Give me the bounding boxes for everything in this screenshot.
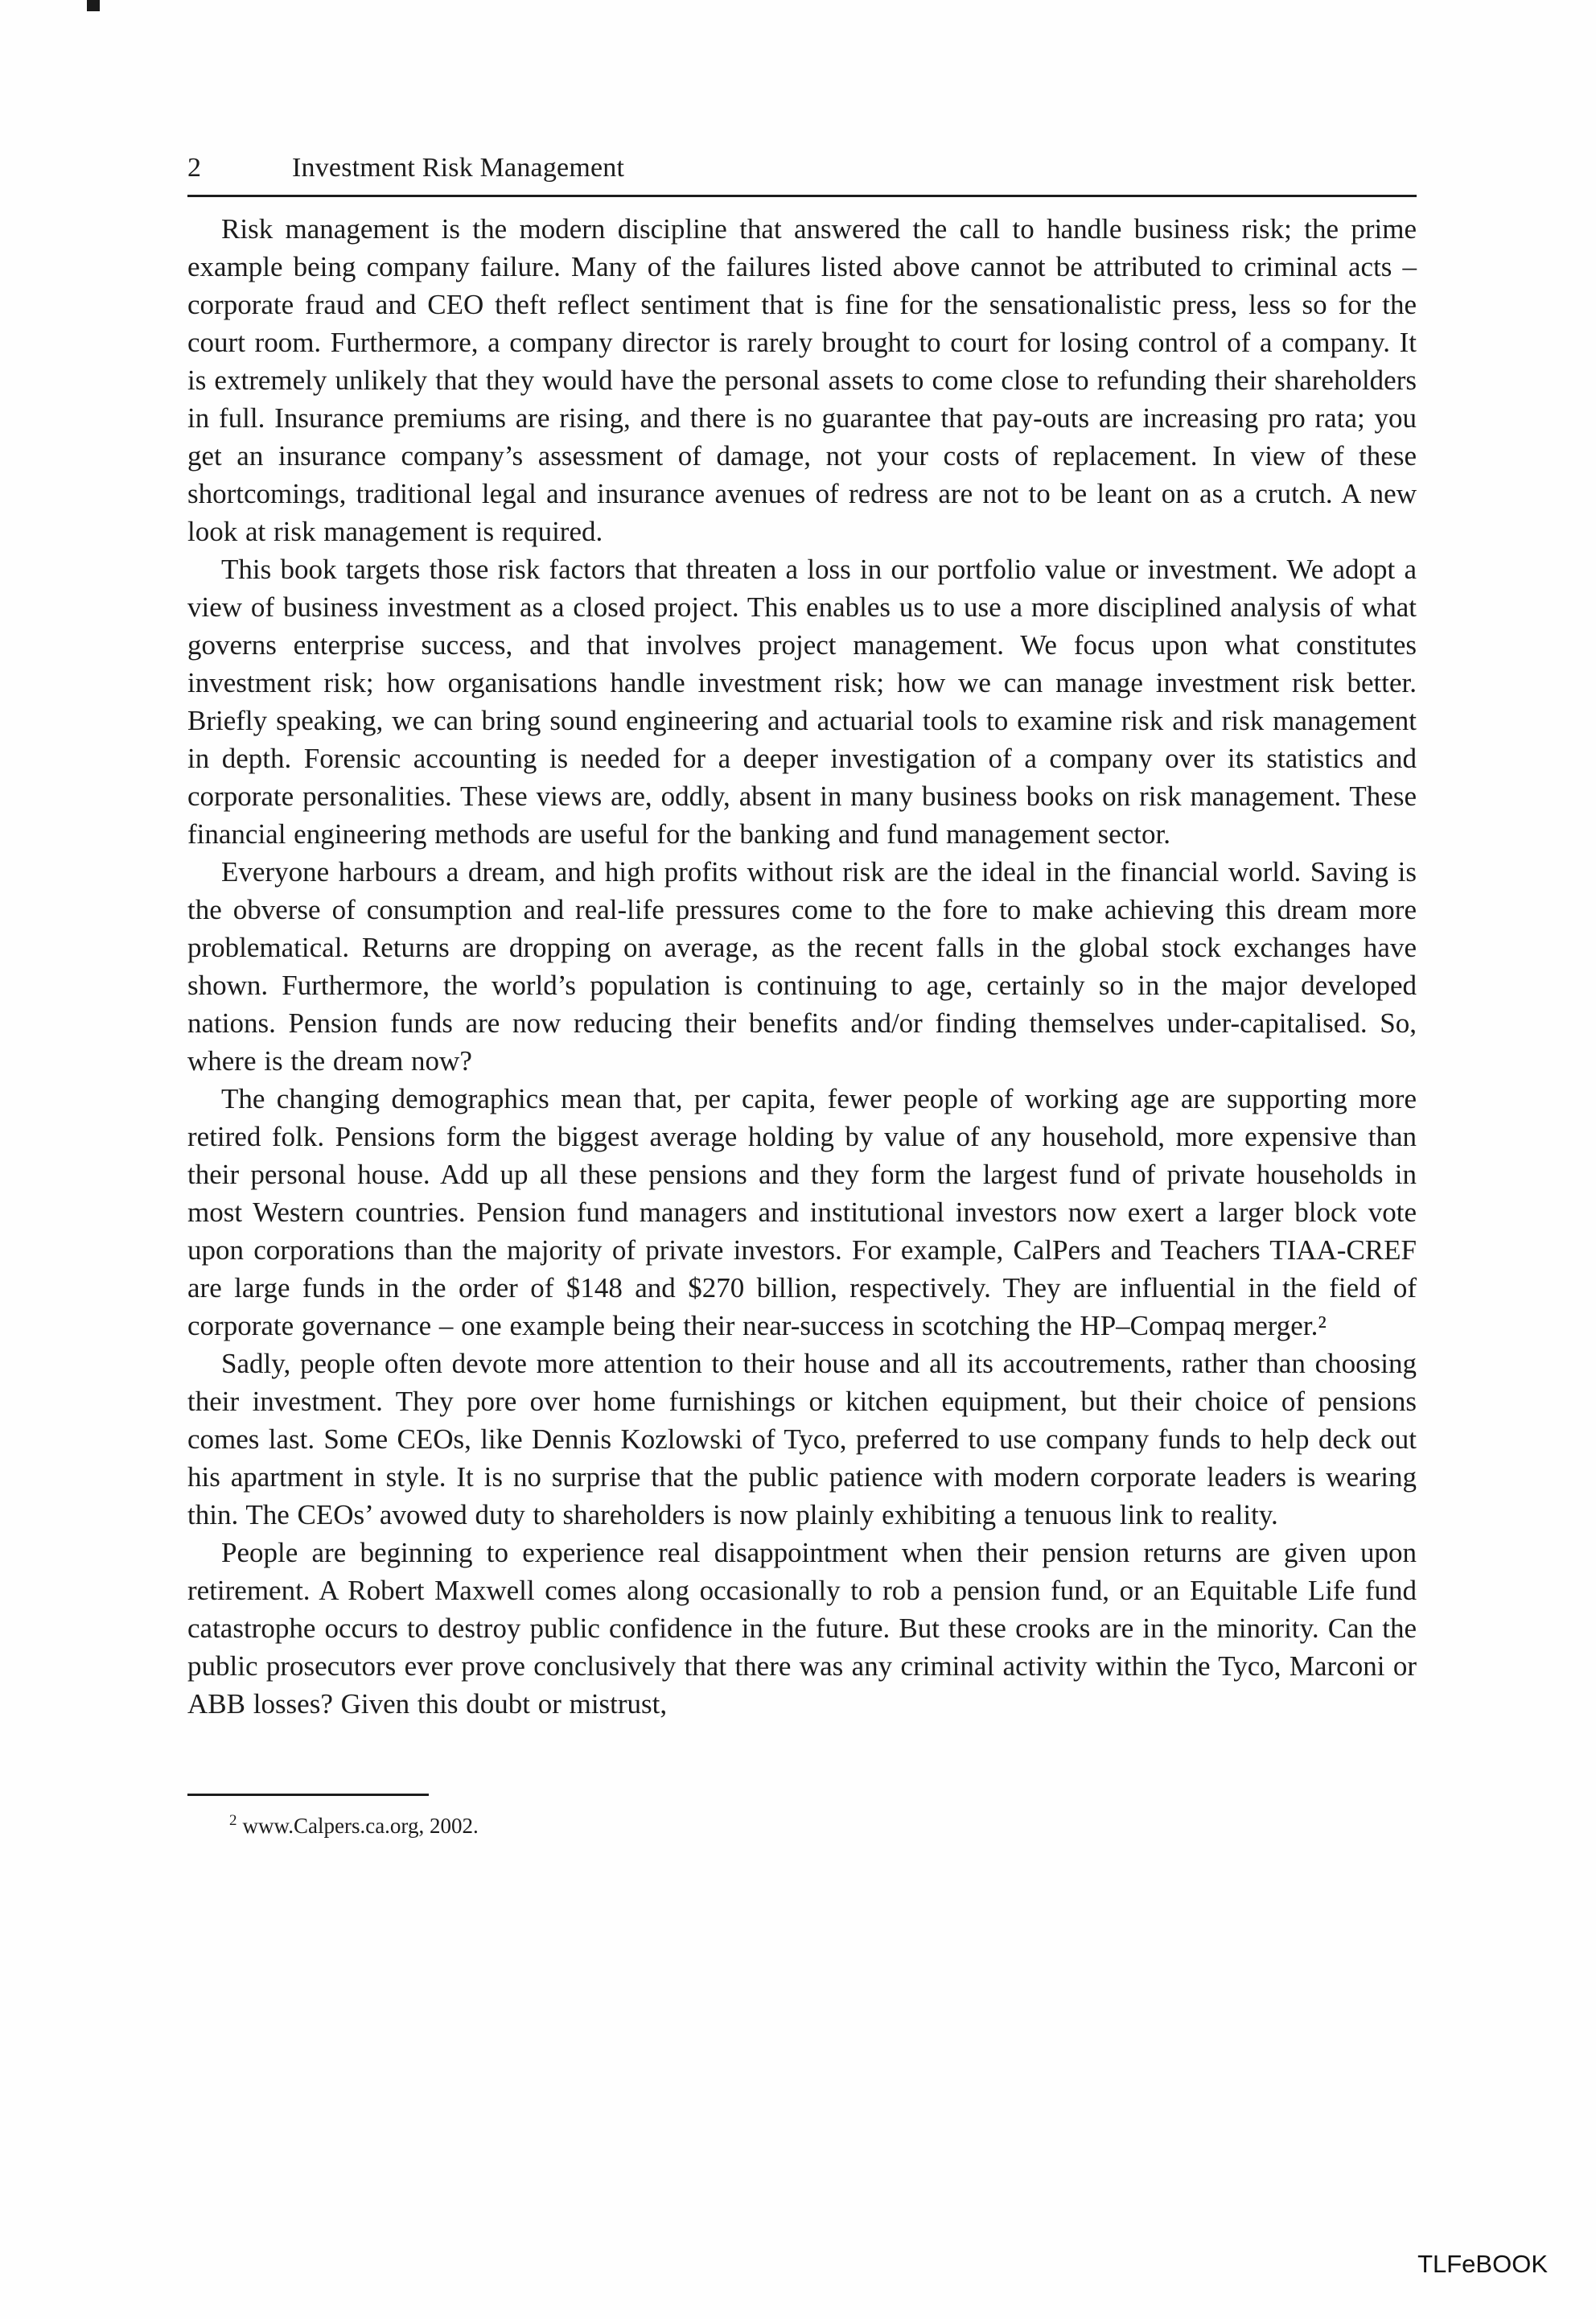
page-content [187, 153, 1417, 1839]
paragraph-sadly-people: Sadly, people often devote more attention to their house and all its accoutrements, rather than choosing their investment. They pore over home furnishings or kitchen equipment, but their choice of pensions comes last. Some CEOs, like Dennis Kozlowski of Tyco, preferred to use company funds to help deck out his apartment in style. It is no surprise that the public patience with modern corporate leaders is wearing thin. The CEOs’ avowed duty to shareholders is now plainly exhibiting a tenuous link to reality. [187, 1348, 1417, 1530]
paragraph-book-targets: This book targets those risk factors that threaten a loss in our portfolio value or investment. We adopt a view of business investment as a closed project. This enables us to use a more disciplined analysis of what governs enterprise success, and that involves project management. We focus upon what constitutes investment risk; how organisations handle investment risk; how we can manage investment risk better. Briefly speaking, we can bring sound engineering and actuarial tools to examine risk and risk management in depth. Forensic accounting is needed for a deeper investigation of a company over its statistics and corporate personalities. These views are, oddly, absent in many business books on risk management. These financial engineering methods are useful for the banking and fund management sector. [187, 554, 1417, 850]
page-number: 2 [187, 153, 201, 183]
running-title: Investment Risk Management [292, 153, 625, 183]
scan-artifact [87, 0, 100, 11]
paragraph-changing-demographics: The changing demographics mean that, per capita, fewer people of working age are supporting more retired folk. Pensions form the biggest average holding by value of any household, more expensive than their personal house. Add up all these pensions and they form the largest fund of private households in most Western countries. Pension fund managers and institutional investors now exert a larger block vote upon corporations than the majority of private investors. For example, CalPers and Teachers TIAA-CREF are large funds in the order of $148 and $270 billion, respectively. They are influential in the field of corporate governance – one example being their near-success in scotching the HP–Compaq merger.² [187, 1083, 1417, 1341]
ebook-watermark: TLFeBOOK [1417, 2250, 1548, 2278]
running-header [187, 153, 1417, 197]
paragraph-risk-management: Risk management is the modern discipline that answered the call to handle business risk; the prime example being company failure. Many of the failures listed above cannot be attributed to criminal acts – corporate fraud and CEO theft reflect sentiment that is fine for the sensationalistic press, less so for the court room. Furthermore, a company director is rarely brought to court for losing control of a company. It is extremely unlikely that they would have the personal assets to come close to refunding their shareholders in full. Insurance premiums are rising, and there is no guarantee that pay-outs are increasing pro rata; you get an insurance company’s assessment of damage, not your costs of replacement. In view of these shortcomings, traditional legal and insurance avenues of redress are not to be leant on as a crutch. A new look at risk management is required. [187, 213, 1417, 547]
paragraph-everyone-harbours: Everyone harbours a dream, and high profits without risk are the ideal in the financial world. Saving is the obverse of consumption and real-life pressures come to the fore to make achieving this dream more problematical. Returns are dropping on average, as the recent falls in the global stock exchanges have shown. Furthermore, the world’s population is continuing to age, certainly so in the major developed nations. Pension funds are now reducing their benefits and/or finding themselves under-capitalised. So, where is the dream now? [187, 856, 1417, 1077]
body-text [187, 210, 1417, 1723]
paragraph-people-beginning: People are beginning to experience real disappointment when their pension returns are given upon retirement. A Robert Maxwell comes along occasionally to rob a pension fund, or an Equitable Life fund catastrophe occurs to destroy public confidence in the future. But these crooks are in the minority. Can the public prosecutors ever prove conclusively that there was any criminal activity within the Tyco, Marconi or ABB losses? Given this doubt or mistrust, [187, 1537, 1417, 1720]
footnote-block [187, 1794, 1417, 1839]
footnote-rule [187, 1794, 429, 1796]
footnote-citation: www.Calpers.ca.org, 2002. [242, 1814, 479, 1838]
footnote-marker: 2 [229, 1812, 237, 1829]
footnote-text [229, 1807, 1417, 1839]
